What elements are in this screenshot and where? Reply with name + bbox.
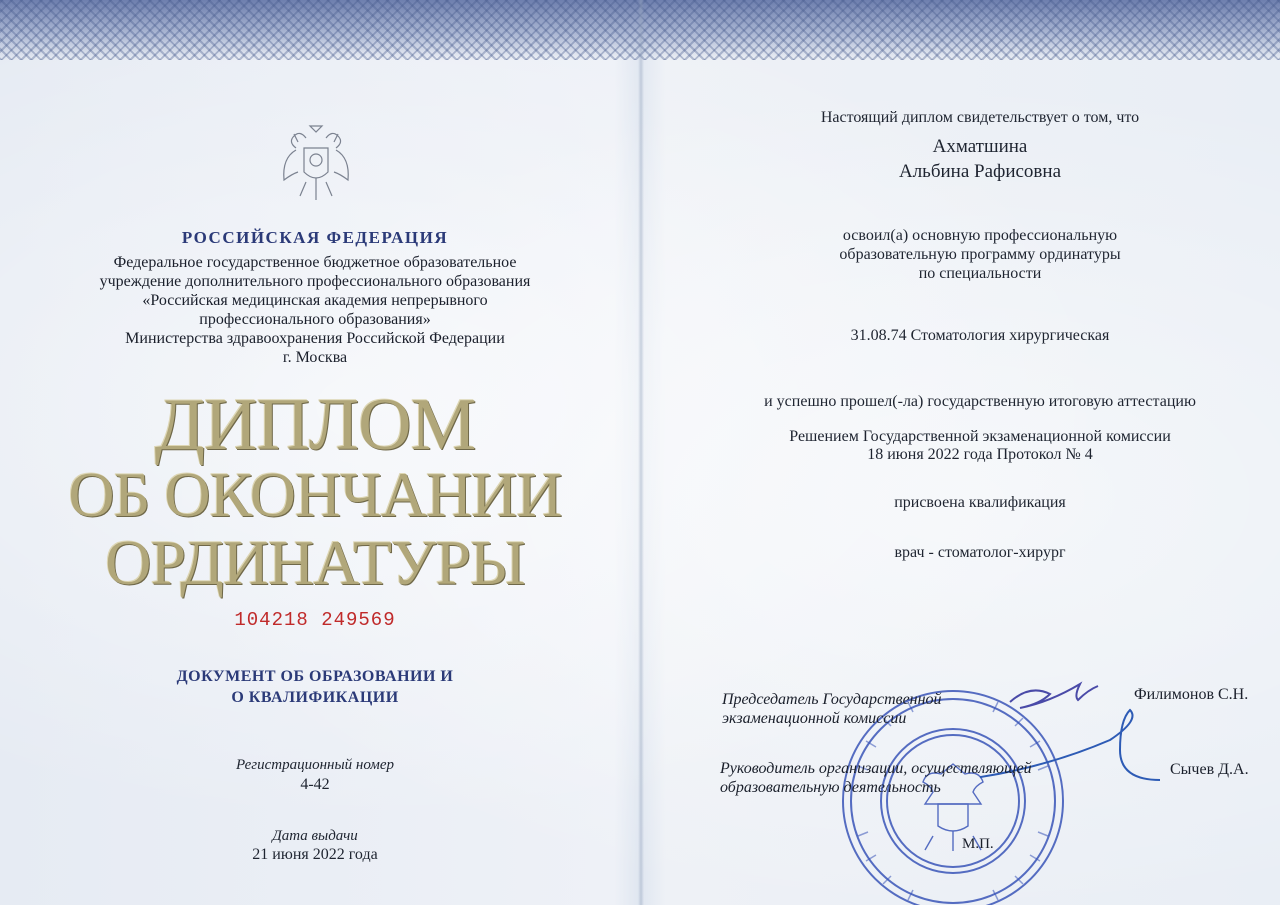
decision-line: Решением Государственной экзаменационной комиссии [789,428,1171,445]
diploma-title-line-2: ОБ ОКОНЧАНИИ [68,459,562,530]
chair-title-line: экзаменационной комиссии [722,710,907,727]
graduate-surname: Ахматшина [932,136,1028,157]
registration-number: 4-42 [300,776,330,793]
institution-line: профессионального образования» [199,311,431,328]
program-line: по специальности [918,265,1042,282]
institution-name [75,253,555,367]
organization-head-name: Сычев Д.А. [1170,761,1249,778]
institution-line: «Российская медицинская академия непрерывного [142,292,488,309]
program-statement [700,226,1260,283]
institution-line: учреждение дополнительного профессионального образования [99,273,531,290]
certifies-text: Настоящий диплом свидетельствует о том, что [820,109,1140,126]
commission-chair-title [722,690,942,728]
document-type-line: ДОКУМЕНТ ОБ ОБРАЗОВАНИИ И [176,668,454,685]
qualification-label: присвоена квалификация [894,494,1066,511]
organization-head-title [720,759,1032,797]
diploma-title-line-3: ОРДИНАТУРЫ [105,527,525,598]
institution-line: Федеральное государственное бюджетное образовательное [113,254,517,271]
commission-chair-name: Филимонов С.Н. [1134,686,1249,703]
specialty: 31.08.74 Стоматология хирургическая [850,327,1110,344]
commission-decision [700,428,1260,464]
registration-label: Регистрационный номер [235,757,394,773]
stamp-place-label: М.П. [962,836,994,852]
institution-line: г. Москва [282,349,348,366]
issue-date-label: Дата выдачи [272,828,358,844]
issue-date: 21 июня 2022 года [252,846,378,863]
program-line: освоил(а) основную профессиональную [842,227,1118,244]
head-title-line: образовательную деятельность [720,779,941,796]
country-heading: РОССИЙСКАЯ ФЕДЕРАЦИЯ [181,228,449,247]
document-type-line: О КВАЛИФИКАЦИИ [231,689,399,706]
page-fold [638,0,644,905]
program-line: образовательную программу ординатуры [839,246,1121,263]
coat-of-arms-icon [276,120,356,210]
serial-number: 104218 249569 [234,609,396,631]
institution-line: Министерства здравоохранения Российской Федерации [125,330,505,347]
graduate-given-names: Альбина Рафисовна [898,161,1062,182]
qualification: врач - стоматолог-хирург [894,544,1066,561]
attestation-statement: и успешно прошел(-ла) государственную итоговую аттестацию [764,393,1196,410]
document-type [120,666,510,708]
chair-title-line: Председатель Государственной [722,691,942,708]
decision-line: 18 июня 2022 года Протокол № 4 [867,446,1093,463]
head-title-line: Руководитель организации, осуществляющей [720,760,1032,777]
diploma-title-line-1: ДИПЛОМ [154,384,476,466]
